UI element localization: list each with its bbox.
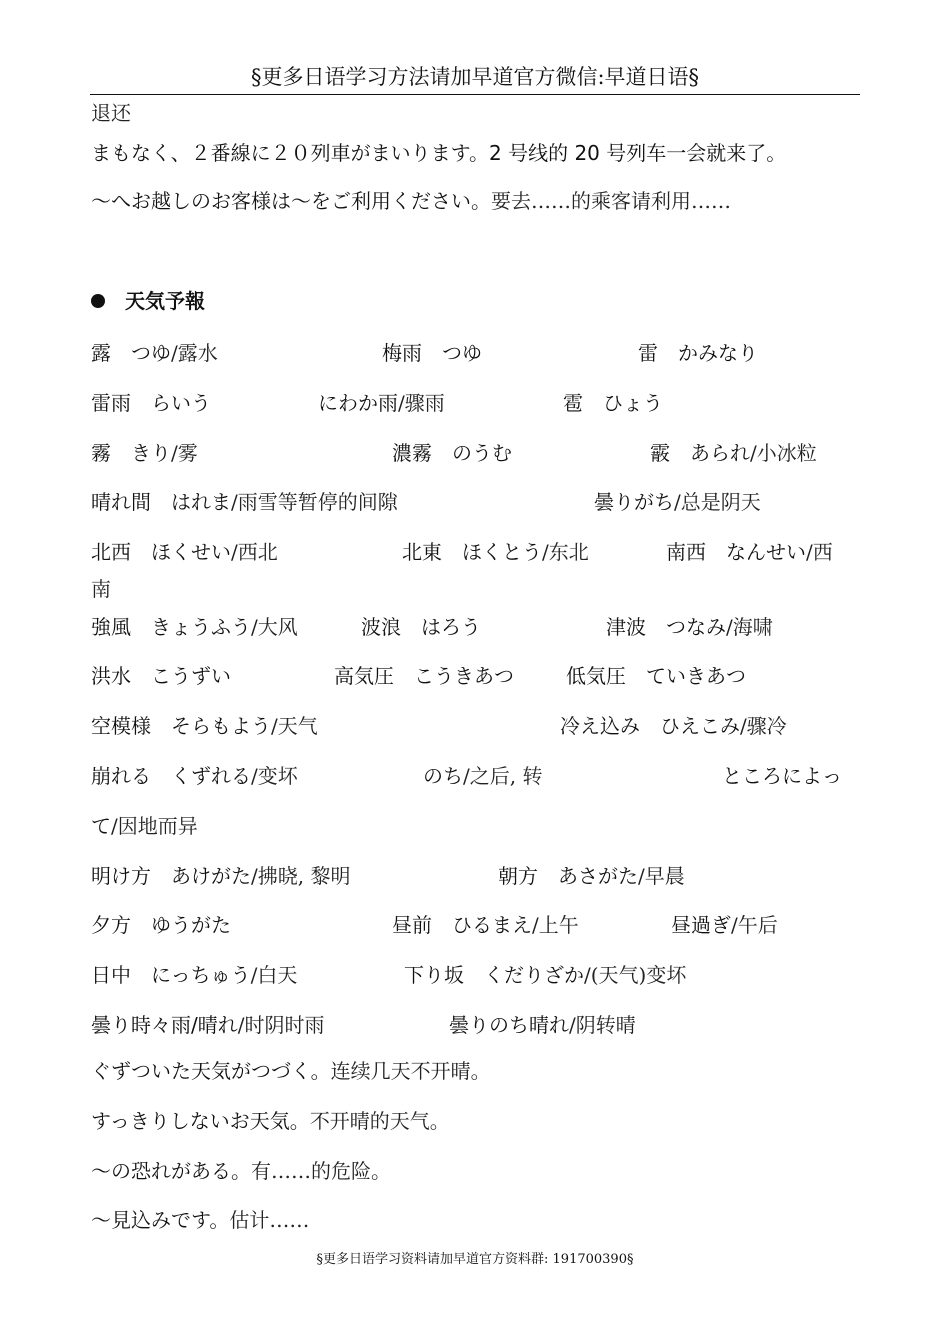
vocab-meaning: /骤冷 — [740, 714, 787, 738]
vocab-word: 霧 きり — [91, 441, 171, 465]
vocab-meaning: /天气 — [271, 714, 318, 738]
phrase-zh: 连续几天不开晴。 — [330, 1059, 491, 1083]
phrase-jp: ～見込みです。 — [91, 1208, 230, 1232]
vocab-entry — [650, 437, 817, 466]
vocab-word: 曇りがち — [594, 490, 674, 514]
vocab-word: 雷雨 らいう — [91, 391, 211, 415]
vocab-word: 空模様 そらもよう — [91, 714, 271, 738]
vocab-word: 南西 なんせい — [666, 540, 806, 564]
intro-zh: 要去……的乘客请利用…… — [491, 189, 731, 213]
phrase-zh: 有……的危险。 — [251, 1159, 391, 1183]
vocab-word: 曇り時々雨/晴れ — [91, 1013, 238, 1037]
vocab-word: 洪水 こうずい — [91, 664, 231, 688]
vocab-meaning: /阴转晴 — [569, 1013, 636, 1037]
intro-line-0 — [91, 100, 131, 126]
vocab-meaning: /雨雪等暂停的间隙 — [231, 490, 398, 514]
vocab-word: 高気圧 こうきあつ — [334, 664, 514, 688]
vocab-entry-wrap — [91, 573, 111, 602]
phrase-jp: ぐずついた天気がつづく。 — [91, 1059, 331, 1083]
vocab-word: 霰 あられ — [650, 441, 750, 465]
page-header: §更多日语学习方法请加早道官方微信:早道日语§ — [90, 62, 860, 95]
vocab-entry — [563, 387, 663, 416]
vocab-word: 下り坂 くだりざか — [404, 963, 584, 987]
phrase-line — [91, 1058, 491, 1084]
vocab-entry-wrap — [91, 810, 198, 839]
vocab-word: 明け方 あけがた — [91, 864, 251, 888]
vocab-entry — [318, 387, 445, 416]
vocab-word: 梅雨 つゆ — [382, 341, 482, 365]
vocab-entry — [566, 660, 746, 689]
vocab-meaning: /变坏 — [251, 764, 298, 788]
vocab-word: 北西 ほくせい — [91, 540, 231, 564]
vocab-entry — [334, 660, 514, 689]
vocab-entry — [91, 337, 218, 366]
vocab-word: 雷 かみなり — [638, 341, 758, 365]
phrase-line — [91, 1158, 391, 1184]
vocab-meaning: /露水 — [171, 341, 218, 365]
vocab-entry — [91, 387, 211, 416]
vocab-entry — [666, 536, 833, 565]
vocab-word: 晴れ間 はれま — [91, 490, 231, 514]
vocab-entry — [382, 337, 482, 366]
vocab-word: 雹 ひょう — [563, 391, 663, 415]
vocab-word: 津波 つなみ — [606, 615, 726, 639]
vocab-entry — [498, 860, 685, 889]
intro-line-1 — [91, 140, 786, 166]
vocab-entry — [722, 760, 842, 789]
phrase-zh: 估计…… — [229, 1208, 310, 1232]
vocab-word: 低気圧 ていきあつ — [566, 664, 746, 688]
vocab-word: 昼過ぎ — [671, 913, 731, 937]
phrase-jp: すっきりしないお天気。 — [91, 1109, 310, 1133]
vocab-meaning: /海啸 — [726, 615, 773, 639]
vocab-entry — [606, 611, 773, 640]
vocab-entry — [91, 486, 398, 515]
vocab-word: のち — [423, 764, 463, 788]
vocab-entry — [560, 710, 787, 739]
vocab-meaning: /时阴时雨 — [237, 1013, 325, 1037]
page-footer: §更多日语学习资料请加早道官方资料群: 191700390§ — [316, 1252, 634, 1267]
vocab-entry — [449, 1009, 636, 1038]
vocab-meaning: /大风 — [251, 615, 298, 639]
phrase-line — [91, 1108, 450, 1134]
phrase-line — [91, 1207, 309, 1233]
bullet-icon — [91, 294, 105, 308]
vocab-entry — [638, 337, 758, 366]
vocab-word: 日中 にっちゅう — [91, 963, 251, 987]
vocab-word: 露 つゆ — [91, 341, 171, 365]
vocab-meaning: /雾 — [171, 441, 198, 465]
vocab-meaning: /白天 — [250, 963, 298, 987]
vocab-word: 波浪 はろう — [361, 615, 481, 639]
vocab-word: 曇りのち晴れ — [449, 1013, 569, 1037]
section-heading — [91, 288, 205, 314]
vocab-entry — [392, 909, 579, 938]
vocab-meaning: /骤雨 — [398, 391, 445, 415]
vocab-word: て — [91, 814, 111, 838]
vocab-entry — [402, 536, 589, 565]
vocab-entry — [91, 909, 231, 938]
vocab-meaning: /西 — [806, 540, 833, 564]
vocab-meaning: /早晨 — [638, 864, 685, 888]
intro-line-2 — [91, 188, 731, 214]
vocab-word: ところによっ — [722, 764, 842, 788]
vocab-entry — [91, 660, 231, 689]
vocab-word: 朝方 あさがた — [498, 864, 638, 888]
vocab-meaning: /西北 — [231, 540, 278, 564]
vocab-meaning: /之后, 转 — [463, 764, 543, 788]
vocab-entry — [423, 760, 542, 789]
vocab-word: 崩れる くずれる — [91, 764, 251, 788]
vocab-entry — [91, 760, 298, 789]
vocab-meaning: /(天气)变坏 — [584, 963, 687, 987]
vocab-meaning: 南 — [91, 577, 111, 601]
vocab-word: 昼前 ひるまえ — [392, 913, 532, 937]
vocab-meaning: /总是阴天 — [674, 490, 761, 514]
intro-text: 退还 — [91, 101, 131, 125]
vocab-entry — [392, 437, 512, 466]
vocab-entry — [91, 959, 297, 988]
vocab-entry — [361, 611, 481, 640]
phrase-jp: ～の恐れがある。 — [91, 1159, 251, 1183]
vocab-entry — [404, 959, 686, 988]
vocab-word: 夕方 ゆうがた — [91, 913, 231, 937]
vocab-meaning: /因地而异 — [111, 814, 198, 838]
vocab-word: 北東 ほくとう — [402, 540, 542, 564]
vocab-word: にわか雨 — [318, 391, 398, 415]
vocab-entry — [91, 437, 198, 466]
vocab-entry — [91, 1009, 325, 1038]
vocab-entry — [594, 486, 761, 515]
vocab-entry — [671, 909, 778, 938]
vocab-word: 冷え込み ひえこみ — [560, 714, 740, 738]
vocab-entry — [91, 611, 298, 640]
vocab-meaning: /拂晓, 黎明 — [251, 864, 351, 888]
vocab-entry — [91, 860, 350, 889]
vocab-meaning: /东北 — [542, 540, 589, 564]
vocab-word: 濃霧 のうむ — [392, 441, 512, 465]
vocab-word: 強風 きょうふう — [91, 615, 251, 639]
vocab-meaning: /小冰粒 — [750, 441, 817, 465]
vocab-entry — [91, 536, 278, 565]
vocab-entry — [91, 710, 318, 739]
intro-text: まもなく、２番線に２０列車がまいります。2 号线的 20 号列车一会就来了。 — [91, 141, 787, 165]
intro-jp: ～へお越しのお客様は～をご利用ください。 — [91, 189, 491, 213]
vocab-meaning: /午后 — [731, 913, 778, 937]
vocab-meaning: /上午 — [532, 913, 579, 937]
phrase-zh: 不开晴的天气。 — [309, 1109, 450, 1133]
section-title: 天気予報 — [125, 289, 205, 313]
